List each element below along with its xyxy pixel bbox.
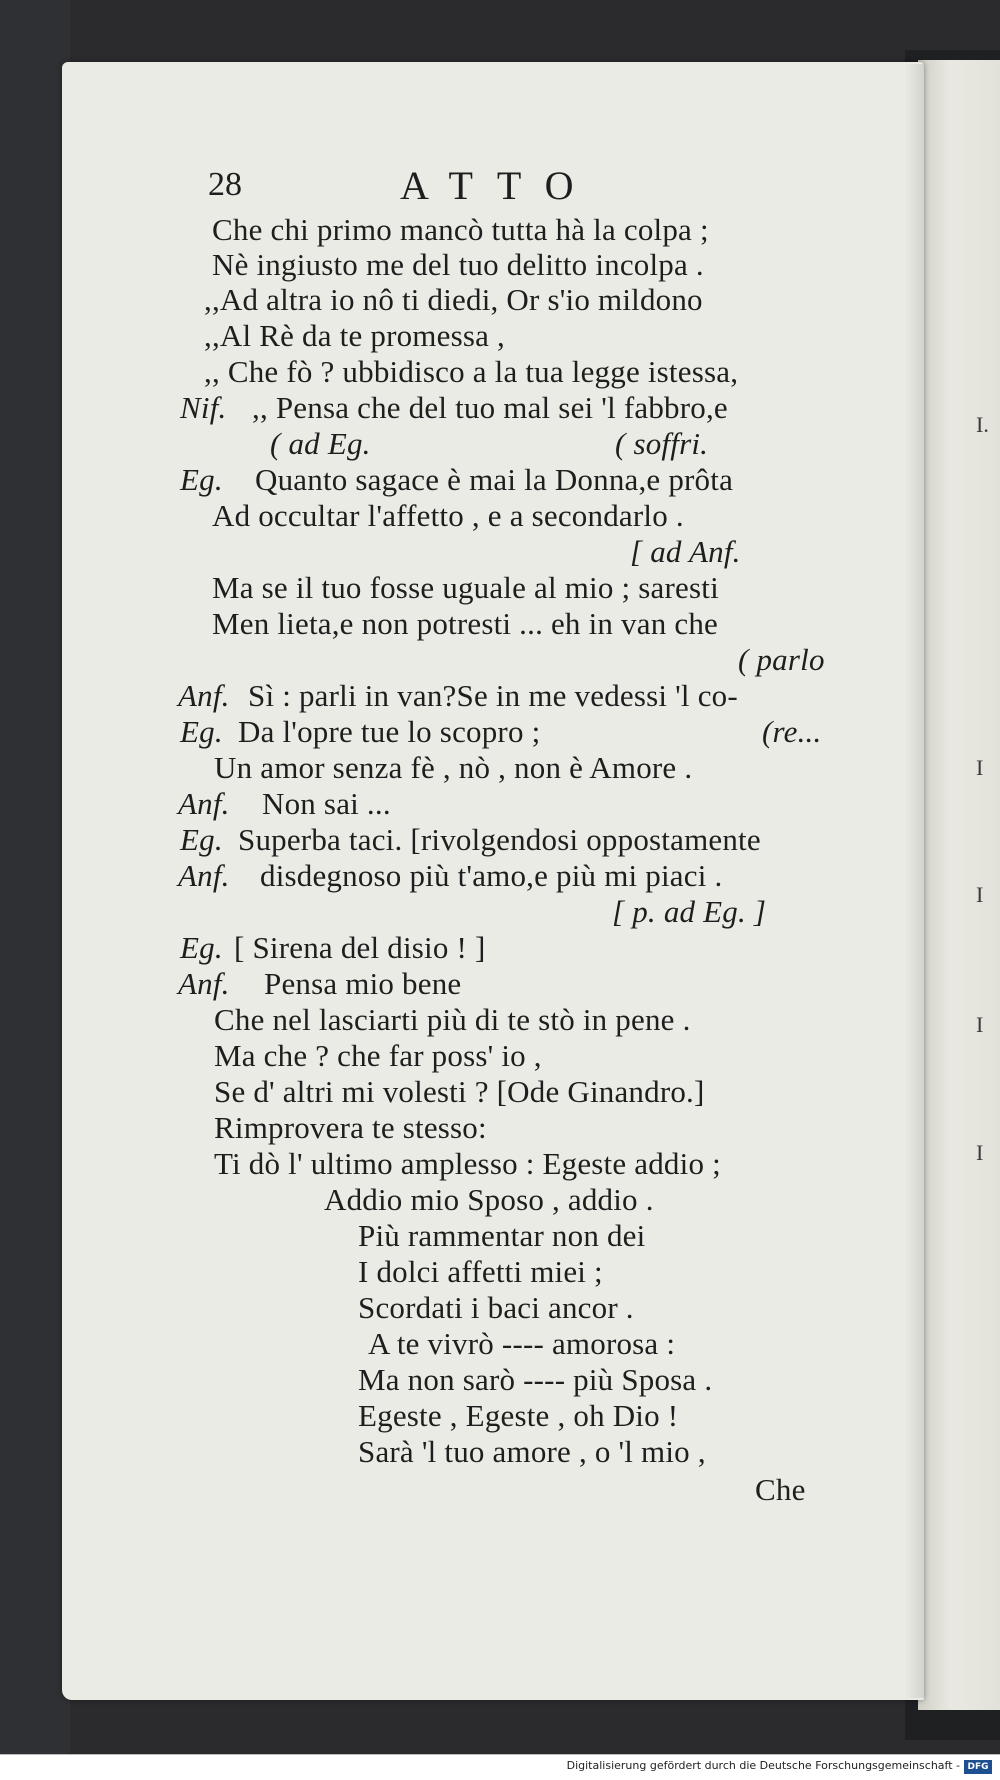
- speaker-label: Anf.: [178, 966, 230, 1001]
- verse-line: Da l'opre tue lo scopro ;: [238, 714, 541, 749]
- catchword: Che: [755, 1472, 806, 1507]
- page-number: 28: [208, 166, 242, 203]
- verse-line: Men lieta,e non potresti ... eh in van che: [212, 606, 718, 641]
- verse-line: Nè ingiusto me del tuo delitto incolpa .: [212, 247, 704, 282]
- verse-line: Rimprovera te stesso:: [214, 1110, 487, 1145]
- verse-line: Ma se il tuo fosse uguale al mio ; saresti: [212, 570, 719, 605]
- verse-line: Un amor senza fè , nò , non è Amore .: [214, 750, 693, 785]
- verse-line: Che nel lasciarti più di te stò in pene .: [214, 1002, 691, 1037]
- speaker-label: Nif.: [180, 390, 227, 425]
- stage-direction: [ p. ad Eg. ]: [612, 894, 767, 929]
- verse-line: Più rammentar non dei: [358, 1218, 646, 1253]
- verse-line: Che chi primo mancò tutta hà la colpa ;: [212, 212, 709, 247]
- speaker-label: Anf.: [178, 786, 230, 821]
- verse-line: ,,Al Rè da te promessa ,: [204, 318, 505, 353]
- verse-line: Ad occultar l'affetto , e a secondarlo .: [212, 498, 684, 533]
- next-page-fragment: I: [976, 1012, 984, 1037]
- verse-line: ,, Che fò ? ubbidisco a la tua legge istessa,: [204, 354, 739, 389]
- running-title: ATTO: [400, 163, 598, 208]
- stage-direction: [ ad Anf.: [630, 534, 741, 569]
- stage-direction: (re...: [762, 714, 822, 749]
- verse-line: [ Sirena del disio ! ]: [234, 930, 486, 965]
- stage-direction: ( parlo: [738, 642, 825, 677]
- verse-line: A te vivrò ---- amorosa :: [368, 1326, 676, 1361]
- verse-line: Quanto sagace è mai la Donna,e prôta: [255, 462, 734, 497]
- digitization-footer: [0, 1754, 1000, 1780]
- verse-line: I dolci affetti miei ;: [358, 1254, 603, 1289]
- verse-line: Pensa mio bene: [264, 966, 462, 1001]
- speaker-label: Anf.: [178, 858, 230, 893]
- verse-line: Ma non sarò ---- più Sposa .: [358, 1362, 713, 1397]
- verse-line: Ti dò l' ultimo amplesso : Egeste addio ;: [214, 1146, 721, 1181]
- verse-line: Ma che ? che far poss' io ,: [214, 1038, 542, 1073]
- stage-direction: ( soffri.: [615, 426, 709, 461]
- verse-line: Non sai ...: [262, 786, 391, 821]
- verse-line: Scordati i baci ancor .: [358, 1290, 634, 1325]
- speaker-label: Eg.: [180, 714, 223, 749]
- verse-line: ,,Ad altra io nô ti diedi, Or s'io mildono: [204, 282, 703, 317]
- verse-line: Addio mio Sposo , addio .: [324, 1182, 654, 1217]
- verse-line: Se d' altri mi volesti ? [Ode Ginandro.]: [214, 1074, 705, 1109]
- speaker-label: Eg.: [180, 930, 223, 965]
- verse-line: ,, Pensa che del tuo mal sei 'l fabbro,e: [252, 390, 728, 425]
- speaker-label: Anf.: [178, 678, 230, 713]
- verse-line: Sì : parli in van?Se in me vedessi 'l co-: [248, 678, 738, 713]
- verse-line: Sarà 'l tuo amore , o 'l mio ,: [358, 1434, 706, 1469]
- verse-line: Superba taci. [rivolgendosi oppostamente: [238, 822, 761, 857]
- next-page-fragment: I: [976, 882, 984, 907]
- verse-line: ( ad Eg.: [270, 426, 371, 461]
- dfg-logo-icon: DFG: [964, 1760, 992, 1774]
- next-page-fragment: I.: [976, 412, 989, 437]
- next-page-fragment: I: [976, 1140, 984, 1165]
- next-page-fragment: I: [976, 755, 984, 780]
- verse-line: Egeste , Egeste , oh Dio !: [358, 1398, 679, 1433]
- verse-line: disdegnoso più t'amo,e più mi piaci .: [260, 858, 723, 893]
- speaker-label: Eg.: [180, 462, 223, 497]
- speaker-label: Eg.: [180, 822, 223, 857]
- footer-credit: Digitalisierung gefördert durch die Deutsche Forschungsgemeinschaft -: [566, 1759, 960, 1772]
